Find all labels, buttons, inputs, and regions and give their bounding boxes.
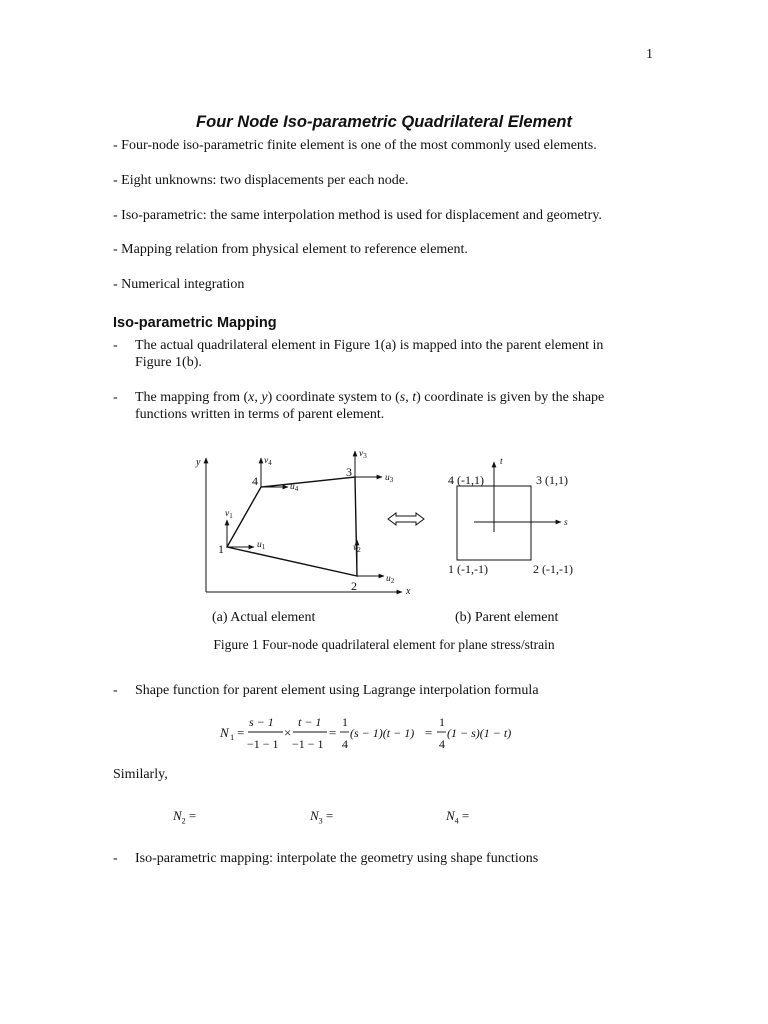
intro-bullet-4: - Mapping relation from physical element to reference element. [113,242,468,257]
node-4-label: 4 [252,474,258,488]
shape-function-n2: $N_2$ = [173,808,197,826]
mapping-bullet-1-line-2: Figure 1(b). [135,355,202,370]
eq-quarter-den: 4 [342,737,348,751]
v1-label: $v_1$ [225,509,233,520]
mapping-bullet-2-line-1: The mapping from (x, y) coordinate system to (s, t) coordinate is given by the shape [135,390,605,405]
bullet-dash: - [113,851,118,866]
node-3-label: 3 [346,465,352,479]
eq-sign: = [237,725,245,740]
eq-frac1-num: s − 1 [249,715,274,729]
actual-axes [206,458,402,592]
eq-quarter-num: 1 [439,715,445,729]
shape-function-n4: $N_4$ = [446,808,470,826]
eq-frac1-den: −1 − 1 [247,737,279,751]
node-2-label: 2 [351,579,357,593]
axis-t-label: t [500,457,503,467]
bullet-dash: - [113,338,118,353]
eq-term2: (1 − s)(1 − t) [447,726,512,740]
figure-caption: Figure 1 Four-node quadrilateral element for plane stress/strain [213,637,555,652]
eq-n1-sub: 1 [230,732,235,742]
parent-node-1-label: 1 (-1,-1) [448,562,488,576]
eq-n1-symbol: N [220,725,229,740]
axis-s-label: s [564,518,568,528]
figure-1-diagram [0,440,768,610]
axis-y-label: y [196,457,201,468]
u4-label: $u_4$ [290,482,299,493]
parent-node-3-label: 3 (1,1) [536,473,568,487]
similarly-text: Similarly, [113,767,168,782]
iso-mapping-bullet: Iso-parametric mapping: interpolate the geometry using shape functions [135,851,539,866]
parent-node-4-label: 4 (-1,1) [448,473,484,487]
v4-label: $v_4$ [264,456,272,467]
eq-quarter-den: 4 [439,737,445,751]
page-number: 1 [646,47,653,62]
mapping-double-arrow-icon [388,513,424,525]
parent-node-2-label: 2 (-1,-1) [533,562,573,576]
intro-bullet-2: - Eight unknowns: two displacements per each node. [113,173,409,188]
v3-label: $v_3$ [359,449,367,460]
eq-term1: (s − 1)(t − 1) [350,726,415,740]
shape-function-n3: $N_3$ = [310,808,334,826]
u1-label: $u_1$ [257,540,266,551]
mapping-bullet-1-line-1: The actual quadrilateral element in Figure 1(a) is mapped into the parent element in [135,338,604,353]
eq-frac2-den: −1 − 1 [292,737,324,751]
intro-bullet-3: - Iso-parametric: the same interpolation method is used for displacement and geometry. [113,208,602,223]
axis-x-label: x [406,586,411,597]
page-title: Four Node Iso-parametric Quadrilateral Element [196,113,572,131]
section-heading: Iso-parametric Mapping [113,315,277,331]
mapping-bullet-2-line-2: functions written in terms of parent element. [135,407,385,422]
bullet-dash: - [113,390,118,405]
intro-bullet-5: - Numerical integration [113,277,245,292]
intro-bullet-1: - Four-node iso-parametric finite element is one of the most commonly used elements. [113,138,597,153]
shape-function-bullet: Shape function for parent element using Lagrange interpolation formula [135,683,539,698]
caption-actual-element: (a) Actual element [212,610,316,625]
eq-quarter-num: 1 [342,715,348,729]
eq-sign: = [425,725,433,740]
eq-sign: = [329,725,337,740]
u2-label: $u_2$ [386,574,395,585]
node-1-label: 1 [218,542,224,556]
eq-frac2-num: t − 1 [298,715,322,729]
bullet-dash: - [113,683,118,698]
equation-n1 [200,710,530,756]
eq-times: × [284,725,292,740]
u3-label: $u_3$ [385,473,394,484]
v2-label: $v_2$ [353,543,361,554]
caption-parent-element: (b) Parent element [455,610,559,625]
